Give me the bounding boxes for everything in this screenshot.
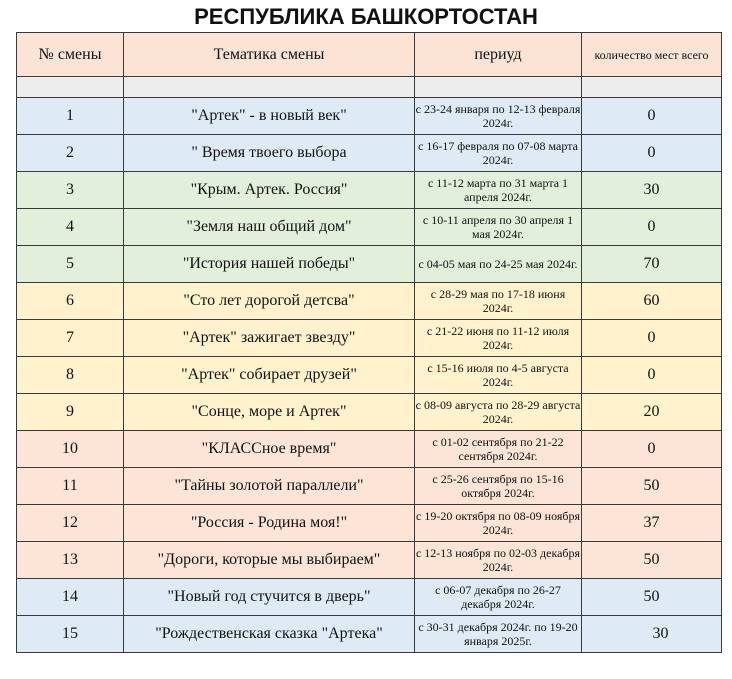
- table-row: [17, 283, 722, 320]
- session-period-cell: с 30-31 декабря 2024г. по 19-20 января 2025г.: [415, 616, 582, 653]
- session-number-cell: 12: [17, 505, 124, 542]
- session-theme-cell: "Артек" собирает друзей": [124, 357, 415, 394]
- session-number-cell: 5: [17, 246, 124, 283]
- session-number-cell: 6: [17, 283, 124, 320]
- blank-row: [17, 77, 722, 98]
- session-number-cell: 14: [17, 579, 124, 616]
- header-session-theme: Тематика смены: [124, 33, 415, 77]
- table-row: [17, 320, 722, 357]
- table-row: [17, 431, 722, 468]
- session-number-cell: 7: [17, 320, 124, 357]
- session-period-cell: с 15-16 июля по 4-5 августа 2024г.: [415, 357, 582, 394]
- blank-cell: [124, 77, 415, 98]
- session-seats-cell: 0: [582, 320, 722, 357]
- session-period-cell: с 01-02 сентября по 21-22 сентября 2024г.: [415, 431, 582, 468]
- table-row: [17, 542, 722, 579]
- session-seats-cell: 37: [582, 505, 722, 542]
- session-seats-cell: 60: [582, 283, 722, 320]
- session-period-cell: с 28-29 мая по 17-18 июня 2024г.: [415, 283, 582, 320]
- session-period-cell: с 08-09 августа по 28-29 августа 2024г.: [415, 394, 582, 431]
- blank-cell: [17, 77, 124, 98]
- session-seats-cell: 30: [582, 172, 722, 209]
- session-period-cell: с 12-13 ноября по 02-03 декабря 2024г.: [415, 542, 582, 579]
- session-seats-cell: 0: [582, 431, 722, 468]
- session-number-cell: 15: [17, 616, 124, 653]
- table-row: [17, 579, 722, 616]
- table-row: [17, 135, 722, 172]
- session-period-cell: с 21-22 июня по 11-12 июля 2024г.: [415, 320, 582, 357]
- session-number-cell: 10: [17, 431, 124, 468]
- session-period-cell: с 11-12 марта по 31 марта 1 апреля 2024г.: [415, 172, 582, 209]
- table-row: [17, 172, 722, 209]
- session-seats-cell: 50: [582, 542, 722, 579]
- session-seats-cell: 0: [582, 98, 722, 135]
- session-period-cell: с 23-24 января по 12-13 февраля 2024г.: [415, 98, 582, 135]
- session-period-cell: с 19-20 октября по 08-09 ноября 2024г.: [415, 505, 582, 542]
- table-row: [17, 357, 722, 394]
- session-number-cell: 13: [17, 542, 124, 579]
- session-theme-cell: "Сто лет дорогой детсва": [124, 283, 415, 320]
- blank-cell: [582, 77, 722, 98]
- session-seats-cell: 30: [582, 616, 722, 653]
- session-number-cell: 1: [17, 98, 124, 135]
- header-seats-total: количество мест всего: [582, 33, 722, 77]
- session-seats-cell: 0: [582, 357, 722, 394]
- table-row: [17, 505, 722, 542]
- session-theme-cell: "Новый год стучится в дверь": [124, 579, 415, 616]
- session-period-cell: с 16-17 февраля по 07-08 марта 2024г.: [415, 135, 582, 172]
- page-title: РЕСПУБЛИКА БАШКОРТОСТАН: [194, 4, 538, 29]
- sessions-table: [16, 32, 722, 653]
- table-row: [17, 246, 722, 283]
- session-number-cell: 3: [17, 172, 124, 209]
- session-seats-cell: 50: [582, 468, 722, 505]
- session-period-cell: с 25-26 сентября по 15-16 октября 2024г.: [415, 468, 582, 505]
- table-row: [17, 468, 722, 505]
- table-row: [17, 209, 722, 246]
- session-number-cell: 4: [17, 209, 124, 246]
- session-theme-cell: " Время твоего выбора: [124, 135, 415, 172]
- session-seats-cell: 0: [582, 209, 722, 246]
- session-number-cell: 2: [17, 135, 124, 172]
- session-theme-cell: "Рождественская сказка "Артека": [124, 616, 415, 653]
- blank-cell: [415, 77, 582, 98]
- session-theme-cell: "Артек" зажигает звезду": [124, 320, 415, 357]
- session-theme-cell: "Сонце, море и Артек": [124, 394, 415, 431]
- session-theme-cell: "Россия - Родина моя!": [124, 505, 415, 542]
- session-theme-cell: "Дороги, которые мы выбираем": [124, 542, 415, 579]
- table-row: [17, 616, 722, 653]
- session-theme-cell: "Земля наш общий дом": [124, 209, 415, 246]
- session-seats-cell: 20: [582, 394, 722, 431]
- session-theme-cell: "Тайны золотой параллели": [124, 468, 415, 505]
- table-row: [17, 394, 722, 431]
- session-period-cell: с 06-07 декабря по 26-27 декабря 2024г.: [415, 579, 582, 616]
- session-seats-cell: 70: [582, 246, 722, 283]
- session-period-cell: с 10-11 апреля по 30 апреля 1 мая 2024г.: [415, 209, 582, 246]
- session-number-cell: 8: [17, 357, 124, 394]
- session-number-cell: 11: [17, 468, 124, 505]
- session-theme-cell: "Артек" - в новый век": [124, 98, 415, 135]
- session-number-cell: 9: [17, 394, 124, 431]
- session-seats-cell: 0: [582, 135, 722, 172]
- table-header-row: [17, 33, 722, 77]
- table-row: [17, 98, 722, 135]
- header-session-number: № смены: [17, 33, 124, 77]
- session-period-cell: с 04-05 мая по 24-25 мая 2024г.: [415, 246, 582, 283]
- session-theme-cell: "Крым. Артек. Россия": [124, 172, 415, 209]
- session-theme-cell: "КЛАССное время": [124, 431, 415, 468]
- session-theme-cell: "История нашей победы": [124, 246, 415, 283]
- session-seats-cell: 50: [582, 579, 722, 616]
- header-period: периуд: [415, 33, 582, 77]
